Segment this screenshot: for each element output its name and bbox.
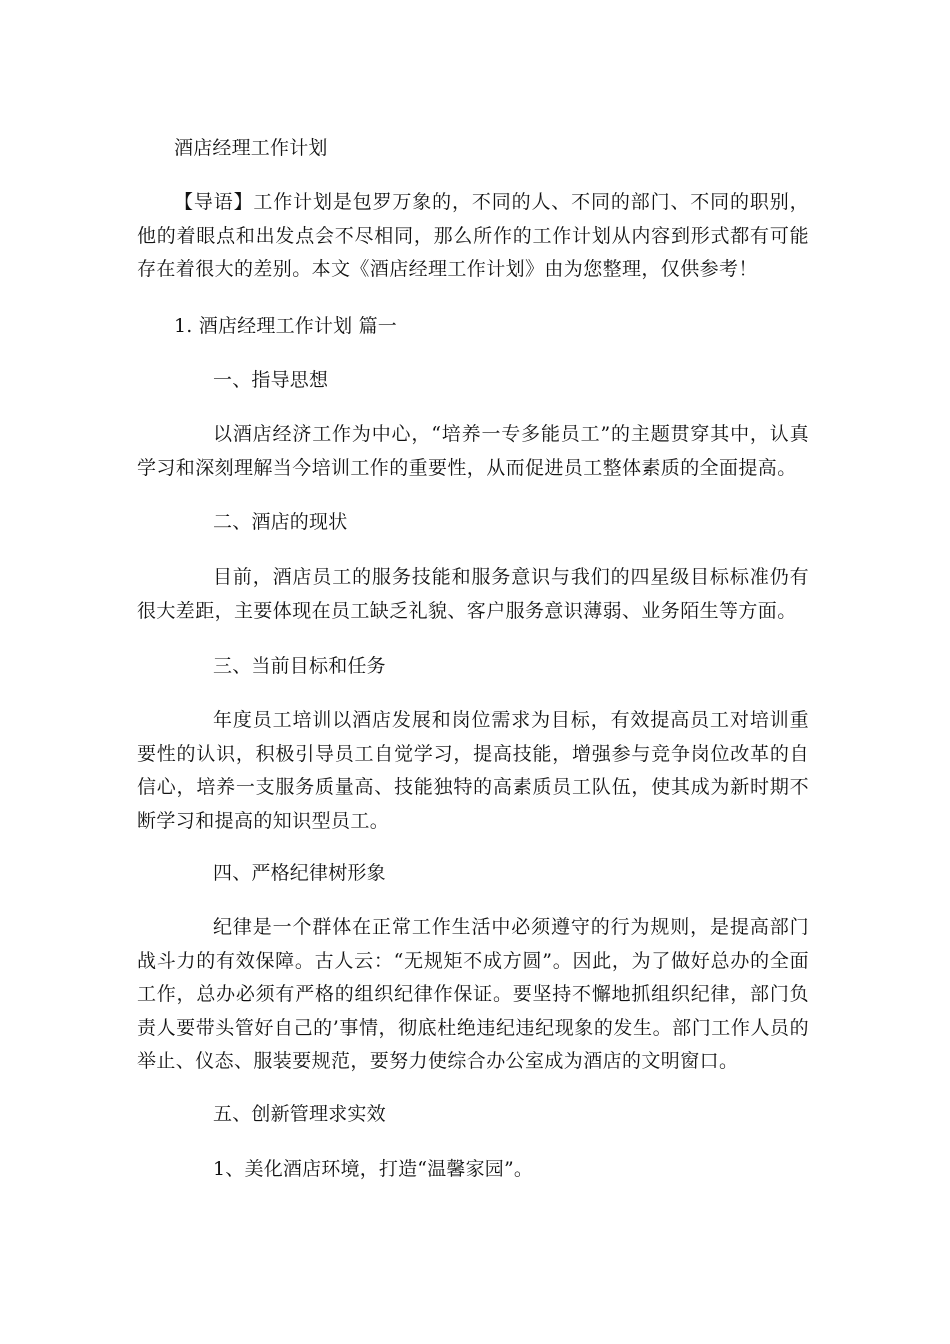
document-title: 酒店经理工作计划 [174, 137, 328, 159]
heading-discipline: 四、严格纪律树形象 [213, 862, 386, 884]
heading-innovation: 五、创新管理求实效 [213, 1103, 386, 1125]
heading-goals-tasks: 三、当前目标和任务 [213, 655, 386, 677]
heading-guiding-idea: 一、指导思想 [213, 369, 329, 391]
paragraph-hotel-status: 目前，酒店员工的服务技能和服务意识与我们的四星级目标标准仍有很大差距，主要体现在员工缺乏礼貌、客户服务意识薄弱、业务陌生等方面。 [137, 566, 809, 622]
section-heading: 1. 酒店经理工作计划 篇一 [174, 315, 398, 337]
paragraph-discipline: 纪律是一个群体在正常工作生活中必须遵守的行为规则，是提高部门战斗力的有效保障。古人云：“无规矩不成方圆”。因此，为了做好总办的全面工作，总办必须有严格的组织纪律作保证。要坚持不懈地抓组织纪律，部门负责人要带头管好自己的’事情，彻底杜绝违纪违纪现象的发生。部门工作人员的举止、仪态、服装要规范，要努力使综合办公室成为酒店的文明窗口。 [137, 916, 809, 1072]
intro-paragraph: 【导语】工作计划是包罗万象的，不同的人、不同的部门、不同的职别，他的着眼点和出发点会不尽相同，那么所作的工作计划从内容到形式都有可能存在着很大的差别。本文《酒店经理工作计划》由为您整理，仅供参考！ [137, 191, 809, 280]
list-item-beautify-environment: 1、美化酒店环境，打造“温馨家园”。 [213, 1158, 534, 1180]
heading-hotel-status: 二、酒店的现状 [213, 511, 348, 533]
paragraph-goals-tasks: 年度员工培训以酒店发展和岗位需求为目标，有效提高员工对培训重要性的认识，积极引导员工自觉学习，提高技能，增强参与竞争岗位改革的自信心，培养一支服务质量高、技能独特的高素质员工队伍，使其成为新时期不断学习和提高的知识型员工。 [137, 709, 809, 832]
paragraph-guiding-idea: 以酒店经济工作为中心，“培养一专多能员工”的主题贯穿其中，认真学习和深刻理解当今培训工作的重要性，从而促进员工整体素质的全面提高。 [137, 423, 809, 479]
